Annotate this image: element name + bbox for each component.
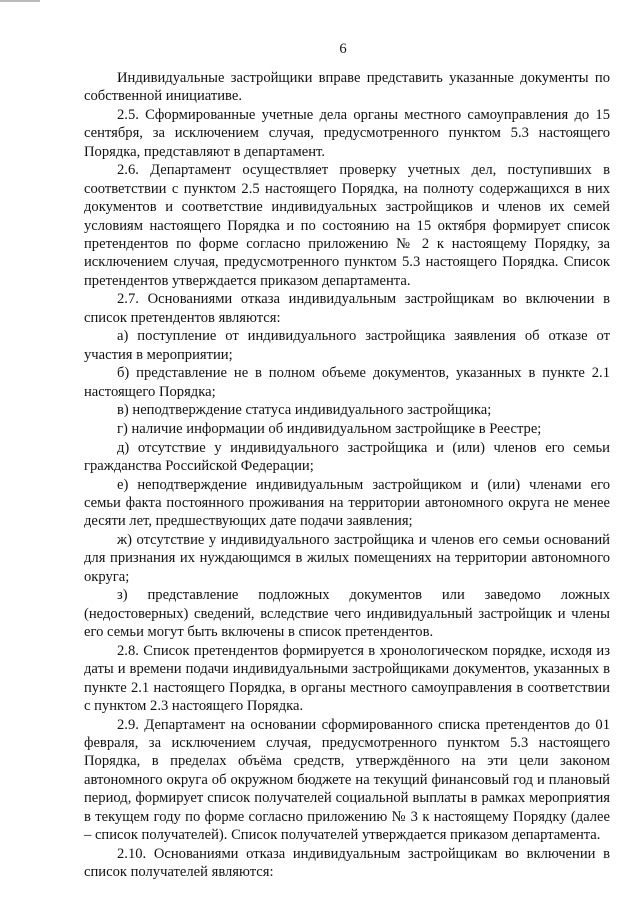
paragraph-intro: Индивидуальные застройщики вправе представить указанные документы по собственной инициативе. xyxy=(84,70,610,105)
paragraph-2-5: 2.5. Сформированные учетные дела органы местного самоуправления до 15 сентября, за исключением случая, предусмотренного пунктом 5.3 настоящего Порядка, представляют в департамент. xyxy=(84,107,610,160)
paragraph-2-6: 2.6. Департамент осуществляет проверку учетных дел, поступивших в соответствии с пунктом 2.5 настоящего Порядка, на полноту содержащихся в них документов и соответствие индивидуальных застройщиков и членов их семей условиям настоящего Порядка и по состоянию на 15 октября формирует список претендентов по форме согласно приложению № 2 к настоящему Порядку, за исключением случая, предусмотренного пунктом 5.3 настоящего Порядка. Список претендентов утверждается приказом департамента. xyxy=(84,162,610,289)
list-item-zh: ж) отсутствие у индивидуального застройщика и членов его семьи оснований для признания их нуждающимся в жилых помещениях на территории автономного округа; xyxy=(84,532,610,585)
list-item-b: б) представление не в полном объеме документов, указанных в пункте 2.1 настоящего Порядка; xyxy=(84,365,610,400)
scan-edge-mark xyxy=(0,0,40,7)
paragraph-2-7: 2.7. Основаниями отказа индивидуальным застройщикам во включении в список претендентов являются: xyxy=(84,291,610,326)
page-number: 6 xyxy=(339,41,347,57)
paragraph-2-8: 2.8. Список претендентов формируется в хронологическом порядке, исходя из даты и времени подачи индивидуальными застройщиками документов, указанных в пункте 2.1 настоящего Порядка, в органы местного самоуправления в соответствии с пунктом 2.3 настоящего Порядка. xyxy=(84,642,610,715)
list-item-e: е) неподтверждение индивидуальным застройщиком и (или) членами его семьи факта постоянного проживания на территории автономного округа не менее десяти лет, предшествующих дате подачи заявления; xyxy=(84,476,610,530)
list-item-d: д) отсутствие у индивидуального застройщика и (или) членов его семьи гражданства Российской Федерации; xyxy=(84,439,610,475)
list-item-a: а) поступление от индивидуального застройщика заявления об отказе от участия в мероприятии; xyxy=(84,328,610,363)
paragraph-2-9: 2.9. Департамент на основании сформированного списка претендентов до 01 февраля, за исключением случая, предусмотренного пунктом 5.3 настоящего Порядка, в пределах объёма средств, утверждённого на эти цели законом автономного округа об окружном бюджете на текущий финансовый год и плановый период, формирует список получателей социальной выплаты в рамках мероприятия в текущем году по форме согласно приложению № 3 к настоящему Порядку (далее – список получателей). Список получателей утверждается приказом департамента. xyxy=(84,716,610,844)
body-text xyxy=(84,69,610,882)
list-item-g: г) наличие информации об индивидуальном застройщике в Реестре; xyxy=(117,421,542,438)
list-item-z: з) представление подложных документов или заведомо ложных (недостоверных) сведений, вследствие чего индивидуальный застройщик и члены его семьи могут быть включены в список претендентов. xyxy=(84,587,610,641)
paragraph-2-10: 2.10. Основаниями отказа индивидуальным застройщикам во включении в список получателей являются: xyxy=(84,845,610,881)
list-item-v: в) неподтверждение статуса индивидуального застройщика; xyxy=(117,402,492,419)
